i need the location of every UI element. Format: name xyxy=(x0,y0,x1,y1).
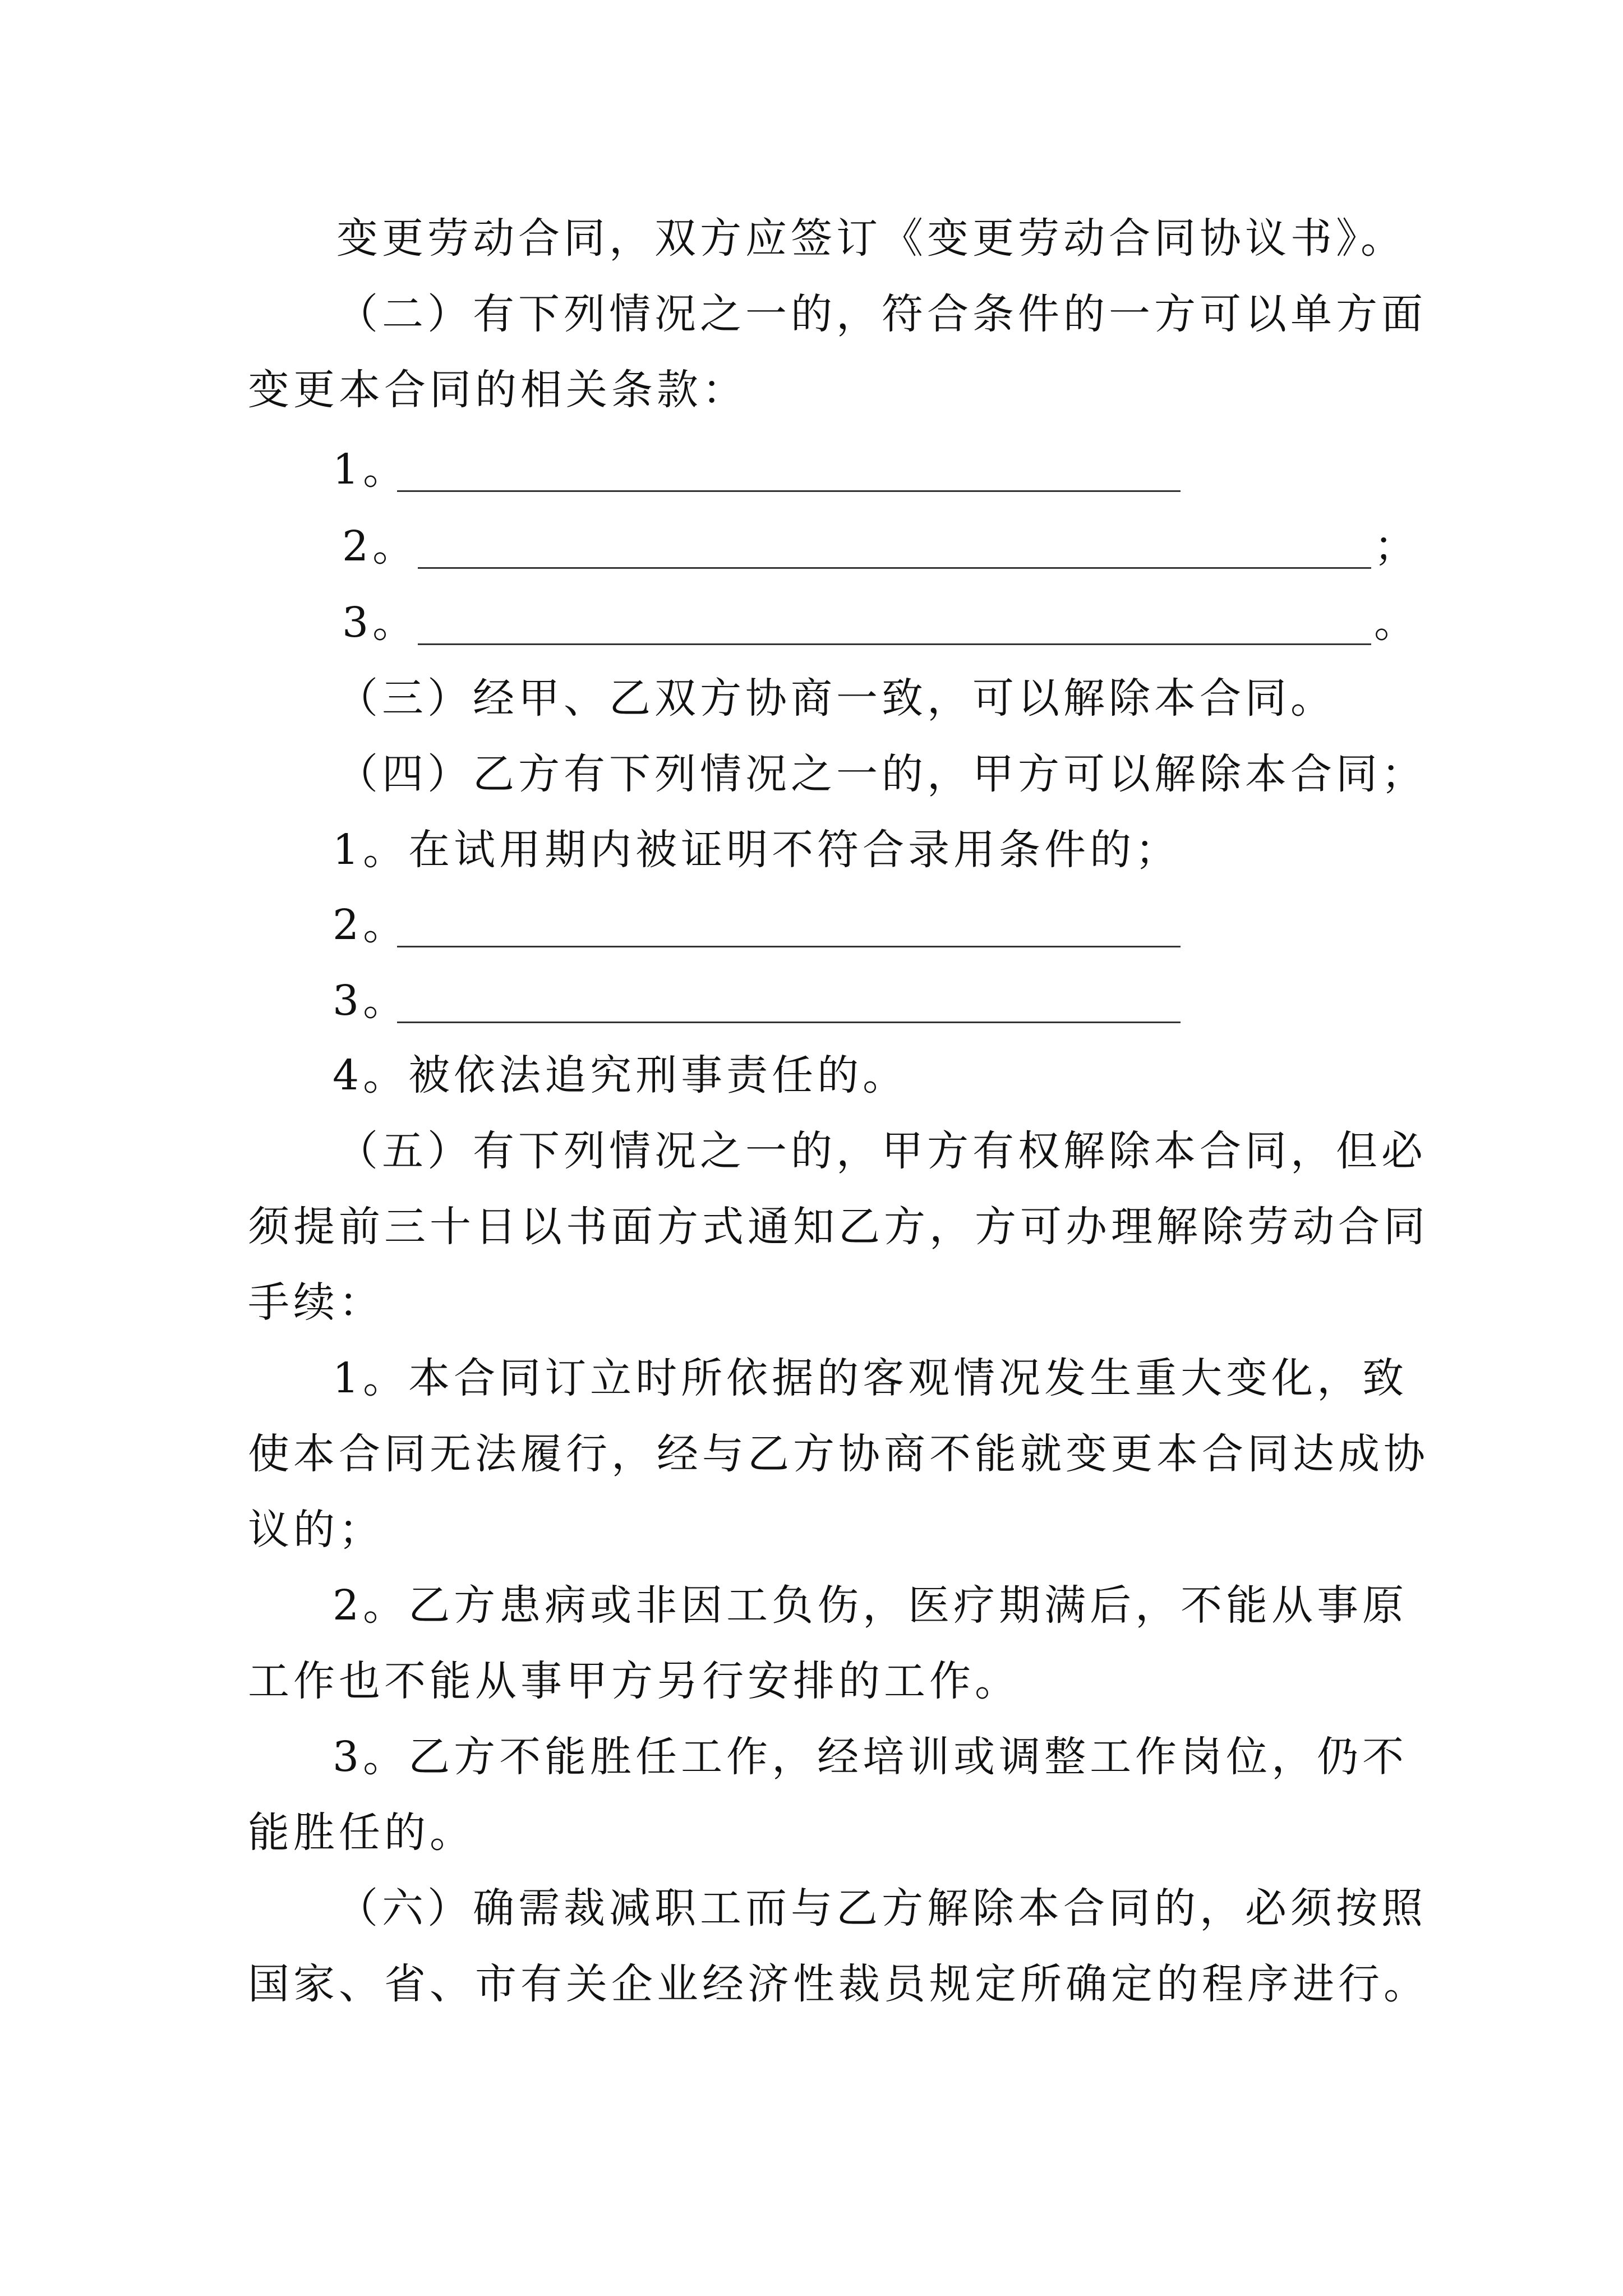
paragraph-line: 国家、省、市有关企业经济性裁员规定所确定的程序进行。 xyxy=(248,1960,1429,2008)
clause-6-heading: （六）确需裁减职工而与乙方解除本合同的，必须按照 xyxy=(336,1884,1427,1932)
list-item: 1。本合同订立时所依据的客观情况发生重大变化，致 xyxy=(333,1354,1408,1402)
clause-3-heading: （三）经甲、乙双方协商一致，可以解除本合同。 xyxy=(336,674,1336,723)
paragraph-line: 变更本合同的相关条款： xyxy=(248,366,748,414)
paragraph-line: 议的； xyxy=(248,1506,384,1554)
clause-2-heading: （二）有下列情况之一的，符合条件的一方可以单方面 xyxy=(336,290,1427,338)
blank-end-mark: 。 xyxy=(1374,599,1415,647)
list-item: 1。在试用期内被证明不符合录用条件的； xyxy=(333,826,1181,874)
list-item: 2。乙方患病或非因工负伤，医疗期满后，不能从事原 xyxy=(333,1581,1408,1630)
blank-underline[interactable] xyxy=(397,1022,1181,1023)
paragraph-line: 变更劳动合同，双方应签订《变更劳动合同协议书》。 xyxy=(336,214,1406,263)
blank-underline[interactable] xyxy=(397,946,1181,947)
blank-number: 1。 xyxy=(333,445,409,494)
blank-number: 2。 xyxy=(333,901,409,949)
clause-5-heading: （五）有下列情况之一的，甲方有权解除本合同，但必 xyxy=(336,1127,1427,1175)
paragraph-line: 手续： xyxy=(248,1278,384,1327)
blank-number: 3。 xyxy=(333,977,409,1025)
blank-number: 2。 xyxy=(342,522,418,570)
blank-underline[interactable] xyxy=(397,490,1181,492)
list-item: 4。被依法追究刑事责任的。 xyxy=(333,1051,909,1099)
list-item: 3。乙方不能胜任工作，经培训或调整工作岗位，仍不 xyxy=(333,1733,1408,1781)
blank-underline[interactable] xyxy=(418,643,1371,645)
paragraph-line: 能胜任的。 xyxy=(248,1809,475,1857)
blank-end-mark: ； xyxy=(1374,522,1415,570)
blank-underline[interactable] xyxy=(418,567,1371,569)
clause-4-heading: （四）乙方有下列情况之一的，甲方可以解除本合同； xyxy=(336,750,1427,798)
paragraph-line: 须提前三十日以书面方式通知乙方，方可办理解除劳动合同 xyxy=(248,1203,1429,1251)
paragraph-line: 使本合同无法履行，经与乙方协商不能就变更本合同达成协 xyxy=(248,1430,1429,1478)
paragraph-line: 工作也不能从事甲方另行安排的工作。 xyxy=(248,1657,1020,1705)
blank-number: 3。 xyxy=(342,599,418,647)
